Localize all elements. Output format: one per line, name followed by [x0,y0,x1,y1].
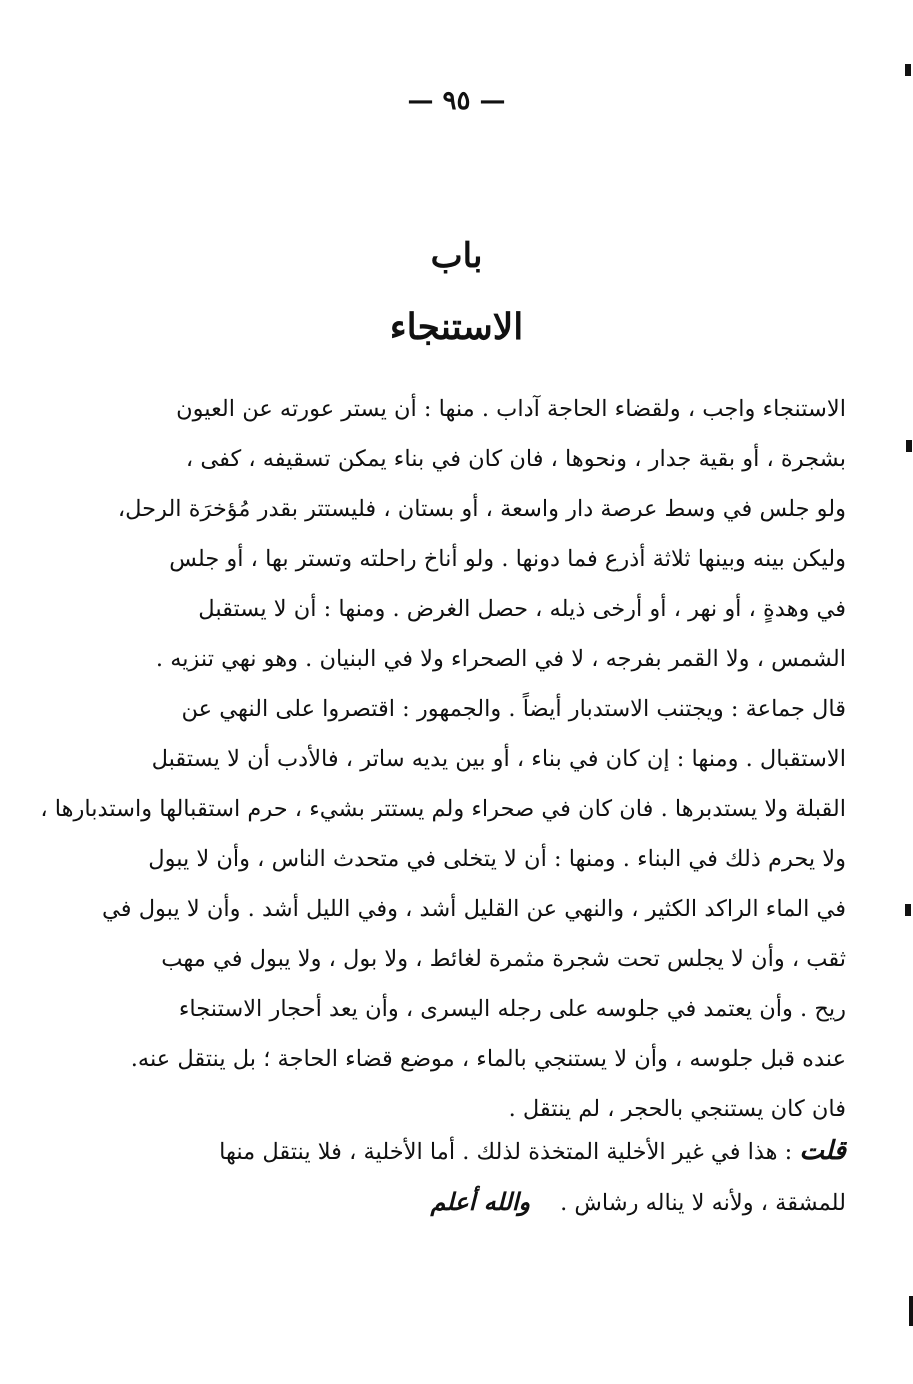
chapter-heading: باب [430,236,483,276]
text-line: عنده قبل جلوسه ، وأن لا يستنجي بالماء ، موضع قضاء الحاجة ؛ بل ينتقل عنه. [130,1046,846,1072]
margin-mark [905,904,911,916]
chapter-title: الاستنجاء [389,306,524,348]
text-line: ولا يحرم ذلك في البناء . ومنها : أن لا يتخلى في متحدث الناس ، وأن لا يبول [148,846,846,872]
text-line: وليكن بينه وبينها ثلاثة أذرع فما دونها . ولو أناخ راحلته وتستر بها ، أو جلس [169,546,846,572]
page-number: — ٩٥ — [407,86,506,116]
text-line: بشجرة ، أو بقية جدار ، ونحوها ، فان كان في بناء يمكن تسقيفه ، كفى ، [185,446,846,472]
text-line: الشمس ، ولا القمر بفرجه ، لا في الصحراء ولا في البنيان . وهو نهي تنزيه . [155,646,846,672]
paragraph-2 [40,684,846,1134]
text-line [122,1126,846,1177]
text-segment: للمشقة ، ولأنه لا يناله رشاش . [560,1190,846,1216]
text-segment: : هذا في غير الأخلية المتخذة لذلك . أما الأخلية ، فلا ينتقل منها [219,1139,800,1165]
text-line: الاستقبال . ومنها : إن كان في بناء ، أو بين يديه ساتر ، فالأدب أن لا يستقبل [151,746,846,772]
text-line: في وهدةٍ ، أو نهر ، أو أرخى ذيله ، حصل الغرض . ومنها : أن لا يستقبل [198,596,846,622]
paragraph-3 [122,1126,846,1228]
text-line: فان كان يستنجي بالحجر ، لم ينتقل . [508,1096,846,1122]
text-line: الاستنجاء واجب ، ولقضاء الحاجة آداب . منها : أن يستر عورته عن العيون [176,396,846,422]
text-line: ثقب ، وأن لا يجلس تحت شجرة مثمرة لغائط ، ولا بول ، ولا يبول في مهب [161,946,846,972]
text-line: قال جماعة : ويجتنب الاستدبار أيضاً . والجمهور : اقتصروا على النهي عن [181,696,846,722]
closing-phrase: والله أعلم [430,1187,531,1216]
margin-mark [906,440,912,452]
text-line: القبلة ولا يستدبرها . فان كان في صحراء ولم يستتر بشيء ، حرم استقبالها واستدبارها ، [40,796,846,822]
paragraph-1 [117,384,846,684]
text-line [122,1177,846,1228]
text-line: في الماء الراكد الكثير ، والنهي عن القليل أشد ، وفي الليل أشد . وأن لا يبول في [102,896,846,922]
text-line: ولو جلس في وسط عرصة دار واسعة ، أو بستان ، فليستتر بقدر مُؤخرَة الرحل، [117,496,846,522]
margin-mark [909,1296,913,1326]
lead-word: قلت [799,1136,846,1166]
margin-mark [905,64,911,76]
text-line: ريح . وأن يعتمد في جلوسه على رجله اليسرى ، وأن يعد أحجار الاستنجاء [178,996,846,1022]
